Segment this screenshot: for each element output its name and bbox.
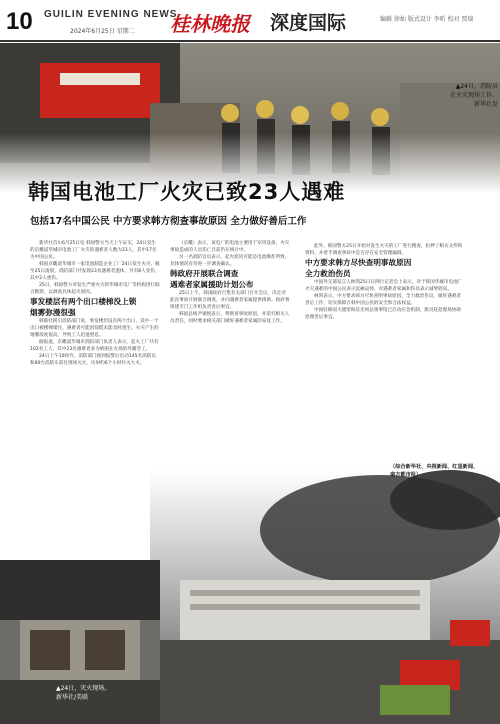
section-heading: 事发楼层有两个出口楼梯没上锁 <box>30 297 137 306</box>
source-signature: （综合新华社、央视新闻、红星新闻、南方都市报） <box>390 464 479 478</box>
section-heading: 烟雾弥漫很强 <box>30 308 76 317</box>
paragraph: 中国驻韩国大使馆和驻光州总领事馆已启动应急机制，派员赶赴现场协助处理善后事宜。 <box>305 308 462 320</box>
burning-factory-photo <box>150 470 500 724</box>
header-rule <box>0 40 500 42</box>
paper-logo <box>170 10 262 36</box>
paragraph: 24日上午10时许，消防部门接到报警后出动145名消防员和60台消防车前往现场灭火，历时约6个小时扑灭大火。 <box>30 354 156 366</box>
article-subheadline: 包括17名中国公民 中方要求韩方彻查事故原因 全力做好善后工作 <box>30 216 307 227</box>
paragraph: 中国外交部发言人林剑25日在例行记者会上表示，对于韩国华城市电池厂火灾遇难的中国公民表示沉痛哀悼，对遇难者家属和伤员表示诚挚慰问。 <box>305 280 463 292</box>
paragraph: （京畿）表示，该电厂的电池主要用于军用设备，火灾事故造成的人员伤亡目前仍在统计中。 <box>170 241 290 253</box>
caption-line: 在火灾现场工作。 <box>449 92 498 99</box>
paragraph: 林剑表示，中方要求韩方尽快查明事故原因，全力救治伤员，做好遇难者善后工作，切实保障在韩中国公民的安全和合法权益。 <box>305 294 462 306</box>
section-heading: 韩政府开展联合调查 <box>170 269 239 278</box>
section-title: 深度国际 <box>270 12 347 34</box>
paragraph: 此外，韩国警方25日开始对发生火灾的工厂进行搜查，扣押了相关文件和资料，并着手调查事故中是否存在安全管理漏洞。 <box>305 244 463 256</box>
editor-credits: 编辑 徐灿 版式设计 李昕 校对 贾瑞 <box>380 16 474 23</box>
article-headline: 韩国电池工厂火灾已致23人遇难 <box>28 180 346 204</box>
page-number: 10 <box>6 8 33 35</box>
section-heading: 全力救治伤员 <box>305 269 351 278</box>
paragraph: 韩联社援引消防部门说，事发楼层设有两个出口，其中一个出口被楼梯堵住，遇难者可能因惊慌未能及时逃生。火灾产生的烟雾浓度很高，导致工人迅速窒息。 <box>30 319 159 338</box>
article-column-1 <box>30 240 160 367</box>
caption-line: ▲24日，消防员 <box>455 83 498 90</box>
caption-line: 新华社发 <box>473 101 498 108</box>
article-column-2 <box>170 240 290 325</box>
svg-text:桂林晚报: 桂林晚报 <box>170 12 250 36</box>
issue-date: 2024年6月25日 星期二 <box>70 28 135 35</box>
paragraph: 韩国京畿道华城市一家电池制造企业工厂24日发生火灾。截至25日凌晨，消防部门共发现23具遇难者遗体，另有8人受伤，其中2人重伤。 <box>30 262 160 281</box>
top-photo-caption <box>418 82 498 109</box>
section-heading: 遇难者家属援助计划公布 <box>170 280 254 289</box>
paragraph: 25日上午，韩国政府召集有关部门召开会议，决定对此次事故开展联合调查，并向遇难者家属提供援助。政府将组建专门工作组负责善后事宜。 <box>170 291 290 310</box>
bottom-photo-caption <box>56 684 110 702</box>
paper-name-en: GUILIN EVENING NEWS <box>44 9 178 20</box>
paragraph: 新华社首尔6月25日电 韩国警方当天上午证实，24日发生的京畿道华城市电池工厂火灾的遇难者人数为23人，其中17名为中国公民。 <box>30 241 157 260</box>
caption-line: 新华社/美联 <box>56 694 89 701</box>
article-column-3 <box>305 243 465 321</box>
paragraph: 25日，韩国警方对发生严重火灾的华城市电厂等机构进行联合勘察，以调查具体起火原因。 <box>30 283 160 295</box>
paragraph: 韩国总统尹锡悦表示，将彻查事故原因，并追究相关人员责任，同时要求相关部门做好遇难者家属的安抚工作。 <box>170 312 290 324</box>
paragraph: 另一名消防官员表示，起火原因可能是电池爆炸所致，具体情况有待进一步调查确认。 <box>170 255 290 267</box>
caption-line: ▲24日，灾火现场。 <box>56 685 111 692</box>
section-heading: 中方要求韩方尽快查明事故原因 <box>305 258 412 267</box>
paragraph: 据报道，京畿道华城市消防部门负责人表示，起火工厂共有102名工人，其中23名遇难者多为被困在火场的外籍劳工。 <box>30 340 159 352</box>
